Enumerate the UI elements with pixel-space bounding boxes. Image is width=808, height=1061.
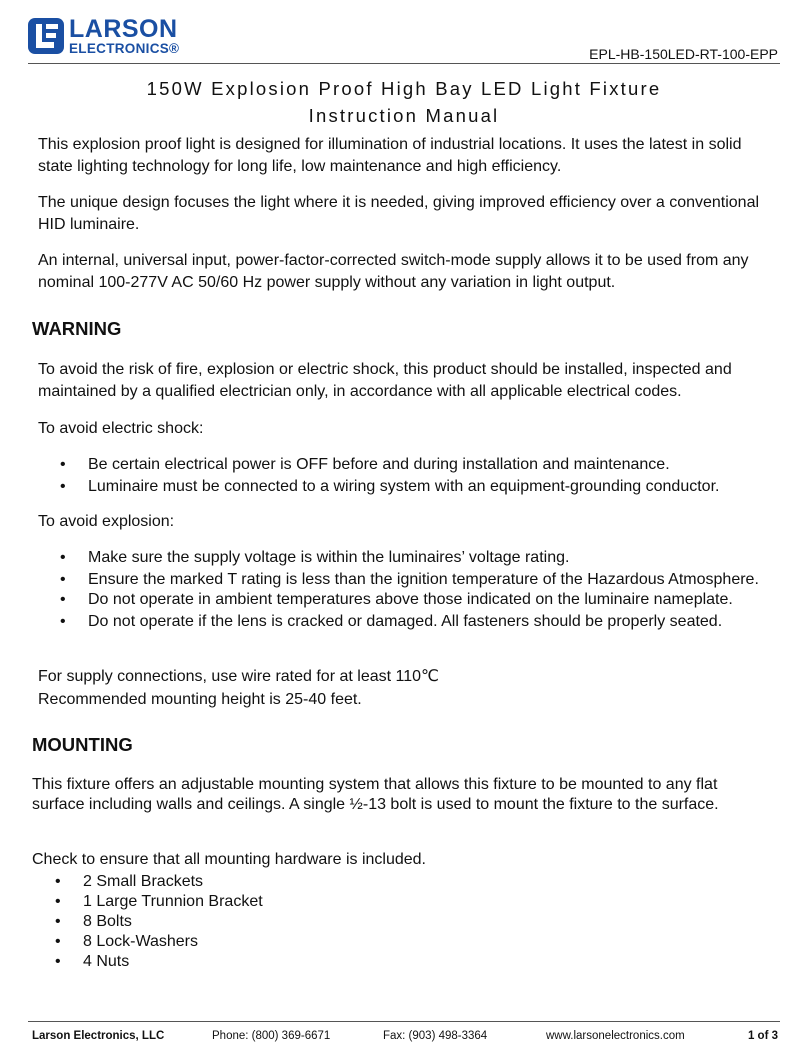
- company-logo: [28, 16, 198, 56]
- explosion-list: [60, 548, 770, 632]
- mounting-heading: MOUNTING: [32, 734, 133, 755]
- footer-fax: Fax: (903) 498-3364: [383, 1030, 488, 1042]
- list-item: • Luminaire must be connected to a wiring system with an equipment-grounding conductor.: [60, 478, 720, 495]
- bullet-icon: •: [55, 913, 61, 930]
- footer-divider: [28, 1021, 780, 1022]
- logo-wordmark-top: LARSON: [69, 15, 178, 43]
- list-item: • Ensure the marked T rating is less than the ignition temperature of the Hazardous Atmosphere.: [60, 571, 759, 588]
- warning-intro: To avoid the risk of fire, explosion or electric shock, this product should be installed, inspected and maintained by a qualified electrician only, in accordance with all applicable electrical codes.: [38, 361, 732, 400]
- list-item: • 4 Nuts: [55, 953, 130, 970]
- warning-heading: WARNING: [32, 318, 122, 339]
- list-item: • 8 Bolts: [55, 913, 132, 930]
- footer-company: Larson Electronics, LLC: [32, 1030, 165, 1042]
- logo-wordmark-bottom: ELECTRONICS®: [69, 41, 180, 56]
- bullet-icon: •: [55, 933, 61, 950]
- list-item: • Make sure the supply voltage is within the luminaires’ voltage rating.: [60, 549, 570, 566]
- document-title: 150W Explosion Proof High Bay LED Light Fixture: [146, 78, 662, 99]
- list-item: • Do not operate in ambient temperatures above those indicated on the luminaire nameplate.: [60, 591, 733, 608]
- intro-paragraph-2: The unique design focuses the light where it is needed, giving improved efficiency over a conventional HID luminaire.: [38, 194, 760, 233]
- bullet-icon: •: [55, 893, 61, 910]
- list-item: • Be certain electrical power is OFF before and during installation and maintenance.: [60, 456, 670, 473]
- supply-note: For supply connections, use wire rated for at least 110℃: [38, 668, 439, 685]
- bullet-icon: •: [60, 478, 66, 495]
- shock-list: [60, 455, 770, 497]
- bullet-icon: •: [55, 953, 61, 970]
- hardware-check-label: Check to ensure that all mounting hardware is included.: [32, 851, 426, 868]
- intro-paragraph-3: An internal, universal input, power-factor-corrected switch-mode supply allows it to be used from any nominal 100-277V AC 50/60 Hz power supply without any variation in light output.: [38, 252, 749, 291]
- bullet-icon: •: [55, 873, 61, 890]
- hardware-list: [55, 872, 765, 972]
- header-divider: [28, 63, 780, 64]
- bullet-icon: •: [60, 456, 66, 473]
- shock-label: To avoid electric shock:: [38, 420, 204, 437]
- footer-website: www.larsonelectronics.com: [546, 1030, 685, 1042]
- list-item: • 1 Large Trunnion Bracket: [55, 893, 263, 910]
- bullet-icon: •: [60, 549, 66, 566]
- list-item: • 8 Lock-Washers: [55, 933, 198, 950]
- logo-mark-icon: [28, 18, 64, 54]
- list-item: • Do not operate if the lens is cracked or damaged. All fasteners should be properly seated.: [60, 613, 723, 630]
- list-item: • 2 Small Brackets: [55, 873, 204, 890]
- bullet-icon: •: [60, 571, 66, 588]
- mounting-intro: This fixture offers an adjustable mounting system that allows this fixture to be mounted to any flat surface including walls and ceilings. A single ½-13 bolt is used to mount the fixture to the surface.: [32, 776, 719, 813]
- document-subtitle: Instruction Manual: [308, 105, 500, 126]
- intro-paragraph-1: This explosion proof light is designed for illumination of industrial locations. It uses the latest in solid state lighting technology for long life, low maintenance and high efficiency.: [38, 136, 742, 175]
- footer-phone: Phone: (800) 369-6671: [212, 1030, 331, 1042]
- mounting-height-note: Recommended mounting height is 25-40 feet.: [38, 691, 362, 708]
- bullet-icon: •: [60, 613, 66, 630]
- footer-page-number: 1 of 3: [747, 1030, 778, 1042]
- explosion-label: To avoid explosion:: [38, 513, 175, 530]
- bullet-icon: •: [60, 591, 66, 608]
- document-number: EPL-HB-150LED-RT-100-EPP: [589, 46, 778, 62]
